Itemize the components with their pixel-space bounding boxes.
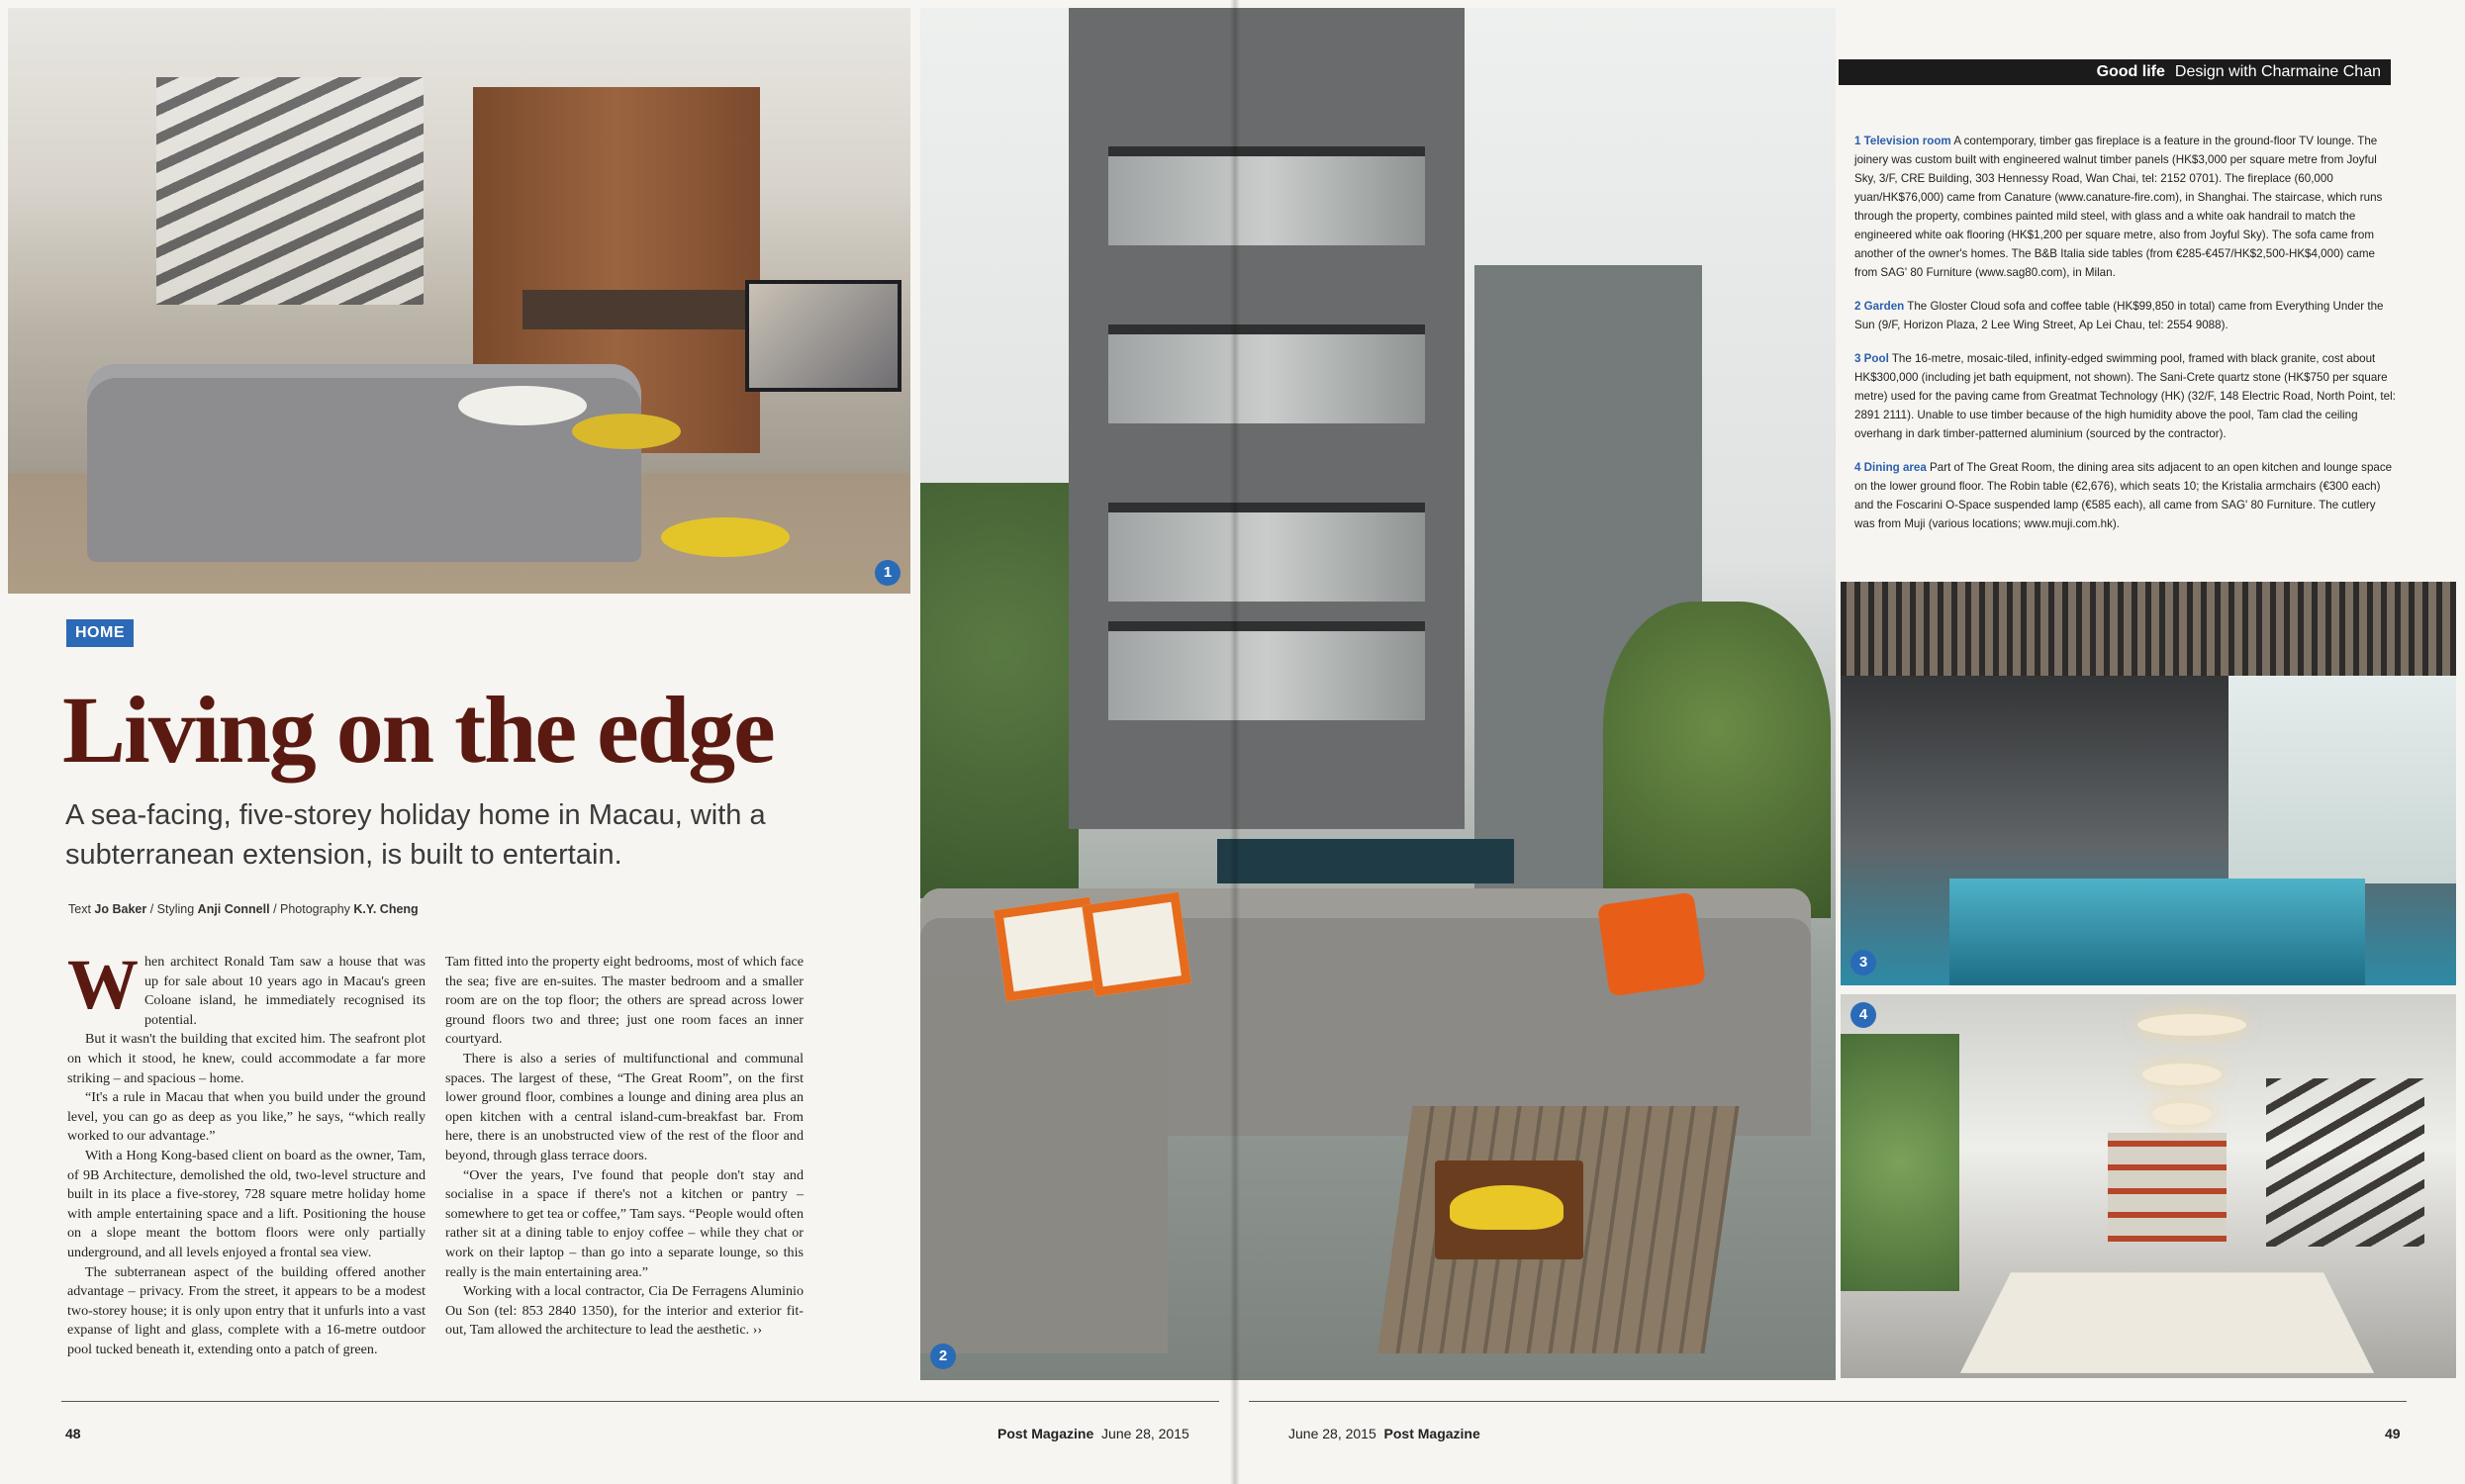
caption-body: The Gloster Cloud sofa and coffee table (HK$99,850 in total) came from Everything Under the Sun (9/F, Horizon Plaza, 2 Lee Wing Street, Ap Lei Chau, tel: 2554 9088). (1854, 300, 2384, 331)
photo-captions (1854, 132, 2397, 548)
caption-television-room (1854, 132, 2397, 282)
credit-label: Styling (156, 902, 195, 916)
section-banner-text (1839, 59, 2381, 85)
issue-date: June 28, 2015 (1101, 1426, 1189, 1441)
photo-window-band (1108, 503, 1425, 602)
photo-side-table (458, 386, 587, 425)
body-text: hen architect Ronald Tam saw a house that was up for sale about 10 years ago in Macau's green Coloane island, he immediately recognised its potential. (144, 954, 426, 1028)
body-paragraph: “Over the years, I've found that people don't stay and socialise in a space if there's not a kitchen or pantry – somewhere to get tea or coffee,” Tam says. “People would often rather sit at a dining table to enjoy coffee – while they chat or work on their laptop – than go into a separate lounge, so this really is the main entertaining area.” (445, 1166, 804, 1280)
credit-name: K.Y. Cheng (353, 902, 419, 916)
photo-number-badge: 1 (875, 560, 901, 586)
photo-side-table (572, 414, 681, 449)
magazine-name: Post Magazine (1383, 1426, 1480, 1441)
photo-dining-table (1960, 1272, 2374, 1373)
photo-lamp (2137, 1014, 2246, 1036)
caption-dining-area (1854, 458, 2397, 533)
credit-label: Text (68, 902, 91, 916)
photo-pool-water (1949, 879, 2365, 985)
folio-right (1288, 1426, 1480, 1441)
photo-pool (1841, 582, 2456, 985)
photo-garden (920, 8, 1836, 1380)
body-paragraph: There is also a series of multifunctional and communal spaces. The largest of these, “The Great Room”, on the first lower ground floor, combines a lounge and dining area plus an open kitchen with a central island-cum-breakfast bar. From here, there is an unobstructed view of the rest of the floor and beyond, through glass terrace doors. (445, 1050, 804, 1163)
banner-column: Design with Charmaine Chan (2174, 63, 2381, 80)
body-paragraph: Tam fitted into the property eight bedrooms, most of which face the sea; five are en-suites. The master bedroom and a smaller room are on the top floor; the others are spread across lower ground floors two and three; just one room faces an inner courtyard. (445, 954, 804, 1048)
footer-rule-right (1249, 1401, 2407, 1402)
photo-number-badge: 2 (930, 1344, 956, 1369)
photo-outdoor-sofa-side (920, 977, 1168, 1353)
photo-number-badge: 3 (1850, 950, 1876, 975)
body-paragraph: The subterranean aspect of the building offered another advantage – privacy. From the street, it appears to be a modest two-storey house; it is only upon entry that it unfurls into a vast expanse of light and glass, complete with a 16-metre outdoor pool tucked beneath it, extending onto a patch of green. (67, 1263, 426, 1357)
caption-heading: 2 Garden (1854, 300, 1905, 313)
photo-television-room (8, 8, 910, 594)
caption-pool (1854, 349, 2397, 443)
photo-cushion (1083, 892, 1191, 997)
page-number-right (2385, 1426, 2401, 1441)
photo-trees (920, 483, 1079, 898)
body-paragraph: Working with a local contractor, Cia De Ferragens Aluminio Ou Son (tel: 853 2840 1350), for the interior and exterior fit-out, Tam allowed the architecture to lead the aesthetic. ›› (445, 1283, 804, 1339)
body-column-1 (67, 945, 426, 1359)
caption-heading: 4 Dining area (1854, 461, 1927, 474)
photo-lamp (2142, 1064, 2222, 1085)
spread-gutter (1230, 0, 1240, 1484)
body-paragraph: With a Hong Kong-based client on board as the owner, Tam, of 9B Architecture, demolished the old, two-level structure and built in its place a five-storey, 728 square metre holiday home with ample entertaining space and a lift. Positioning the house on a slope meant the bottom floors were only partially underground, and all levels enjoyed a frontal sea view. (67, 1147, 426, 1260)
photo-garden-view (1841, 1034, 1959, 1291)
photo-house-facade (1069, 8, 1465, 829)
photo-staircase (156, 77, 424, 305)
photo-staircase (2266, 1078, 2424, 1247)
photo-lamp (2152, 1103, 2212, 1125)
issue-date: June 28, 2015 (1288, 1426, 1376, 1441)
article-deck: A sea-facing, five-storey holiday home in Macau, with a subterranean extension, is built to entertain. (65, 799, 766, 871)
page-number-left (65, 1426, 81, 1441)
credit-label: Photography (280, 902, 350, 916)
photo-ceiling-overhang (1841, 582, 2456, 676)
photo-cushion (1597, 892, 1706, 997)
caption-heading: 1 Television room (1854, 135, 1951, 147)
folio-left (997, 1426, 1189, 1441)
photo-shrub (1603, 602, 1831, 918)
article-credits: Text Jo Baker / Styling Anji Connell / Photography K.Y. Cheng (68, 902, 419, 916)
photo-bookshelf (2108, 1133, 2227, 1242)
body-paragraph: “It's a rule in Macau that when you build under the ground level, you can go as deep as you like,” he says, “which really worked to our advantage.” (67, 1089, 426, 1145)
credit-name: Jo Baker (94, 902, 147, 916)
photo-bananas (1450, 1185, 1564, 1230)
body-column-2 (445, 953, 804, 1341)
footer-rule-left (61, 1401, 1219, 1402)
body-paragraph (67, 945, 426, 1030)
caption-heading: 3 Pool (1854, 352, 1889, 365)
page-number: 48 (65, 1426, 81, 1441)
caption-body: The 16-metre, mosaic-tiled, infinity-edged swimming pool, framed with black granite, cost about HK$300,000 (including jet bath equipment, not shown). The Sani-Crete quartz stone (HK$750 per square metre) used for the paving came from Greatmat Technology (HK) (32/F, 148 Electric Road, North Point, tel: 2891 2111). Unable to use timber because of the high humidity above the pool, Tam clad the ceiling overhang in dark timber-patterned aluminium (sourced by the contractor). (1854, 352, 2396, 440)
page-number: 49 (2385, 1426, 2401, 1441)
photo-dining-area (1841, 994, 2456, 1378)
photo-tv (745, 280, 901, 392)
photo-pool (1217, 839, 1514, 883)
credit-name: Anji Connell (197, 902, 270, 916)
photo-window-band (1108, 621, 1425, 720)
caption-garden (1854, 297, 2397, 334)
caption-body: A contemporary, timber gas fireplace is a feature in the ground-floor TV lounge. The joinery was custom built with engineered walnut timber panels (HK$3,000 per square metre from Joyful Sky, 3/F, CRE Building, 303 Hennessy Road, Wan Chai, tel: 2152 0701). The fireplace (60,000 yuan/HK$76,000) came from Canature (www.canature-fire.com), in Shanghai. The staircase, which runs through the property, combines painted mild steel, with glass and a white oak handrail to match the engineered white oak flooring (HK$1,200 per square metre, also from Joyful Sky). The sofa came from another of the owner's homes. The B&B Italia side tables (from €285-€457/HK$2,500-HK$4,000) came from SAG' 80 Furniture (www.sag80.com), in Milan. (1854, 135, 2383, 279)
caption-body: Part of The Great Room, the dining area sits adjacent to an open kitchen and lounge space on the lower ground floor. The Robin table (€2,676), which seats 10; the Kristalia armchairs (€300 each) and the Foscarini O-Space suspended lamp (€585 each), all came from SAG' 80 Furniture. The cutlery was from Muji (various locations; www.muji.com.hk). (1854, 461, 2393, 530)
banner-section: Good life (2096, 63, 2165, 80)
photo-side-table (661, 517, 790, 557)
section-tag: HOME (66, 619, 134, 647)
photo-window-band (1108, 325, 1425, 423)
drop-cap: W (67, 945, 139, 1024)
body-paragraph: But it wasn't the building that excited him. The seafront plot on which it stood, he knew, could accommodate a far more striking – and spacious – home. (67, 1031, 426, 1086)
magazine-name: Post Magazine (997, 1426, 1094, 1441)
photo-opening (2228, 676, 2456, 883)
photo-number-badge: 4 (1850, 1002, 1876, 1028)
photo-fireplace (522, 290, 760, 329)
article-title: Living on the edge (62, 677, 774, 783)
photo-window-band (1108, 146, 1425, 245)
